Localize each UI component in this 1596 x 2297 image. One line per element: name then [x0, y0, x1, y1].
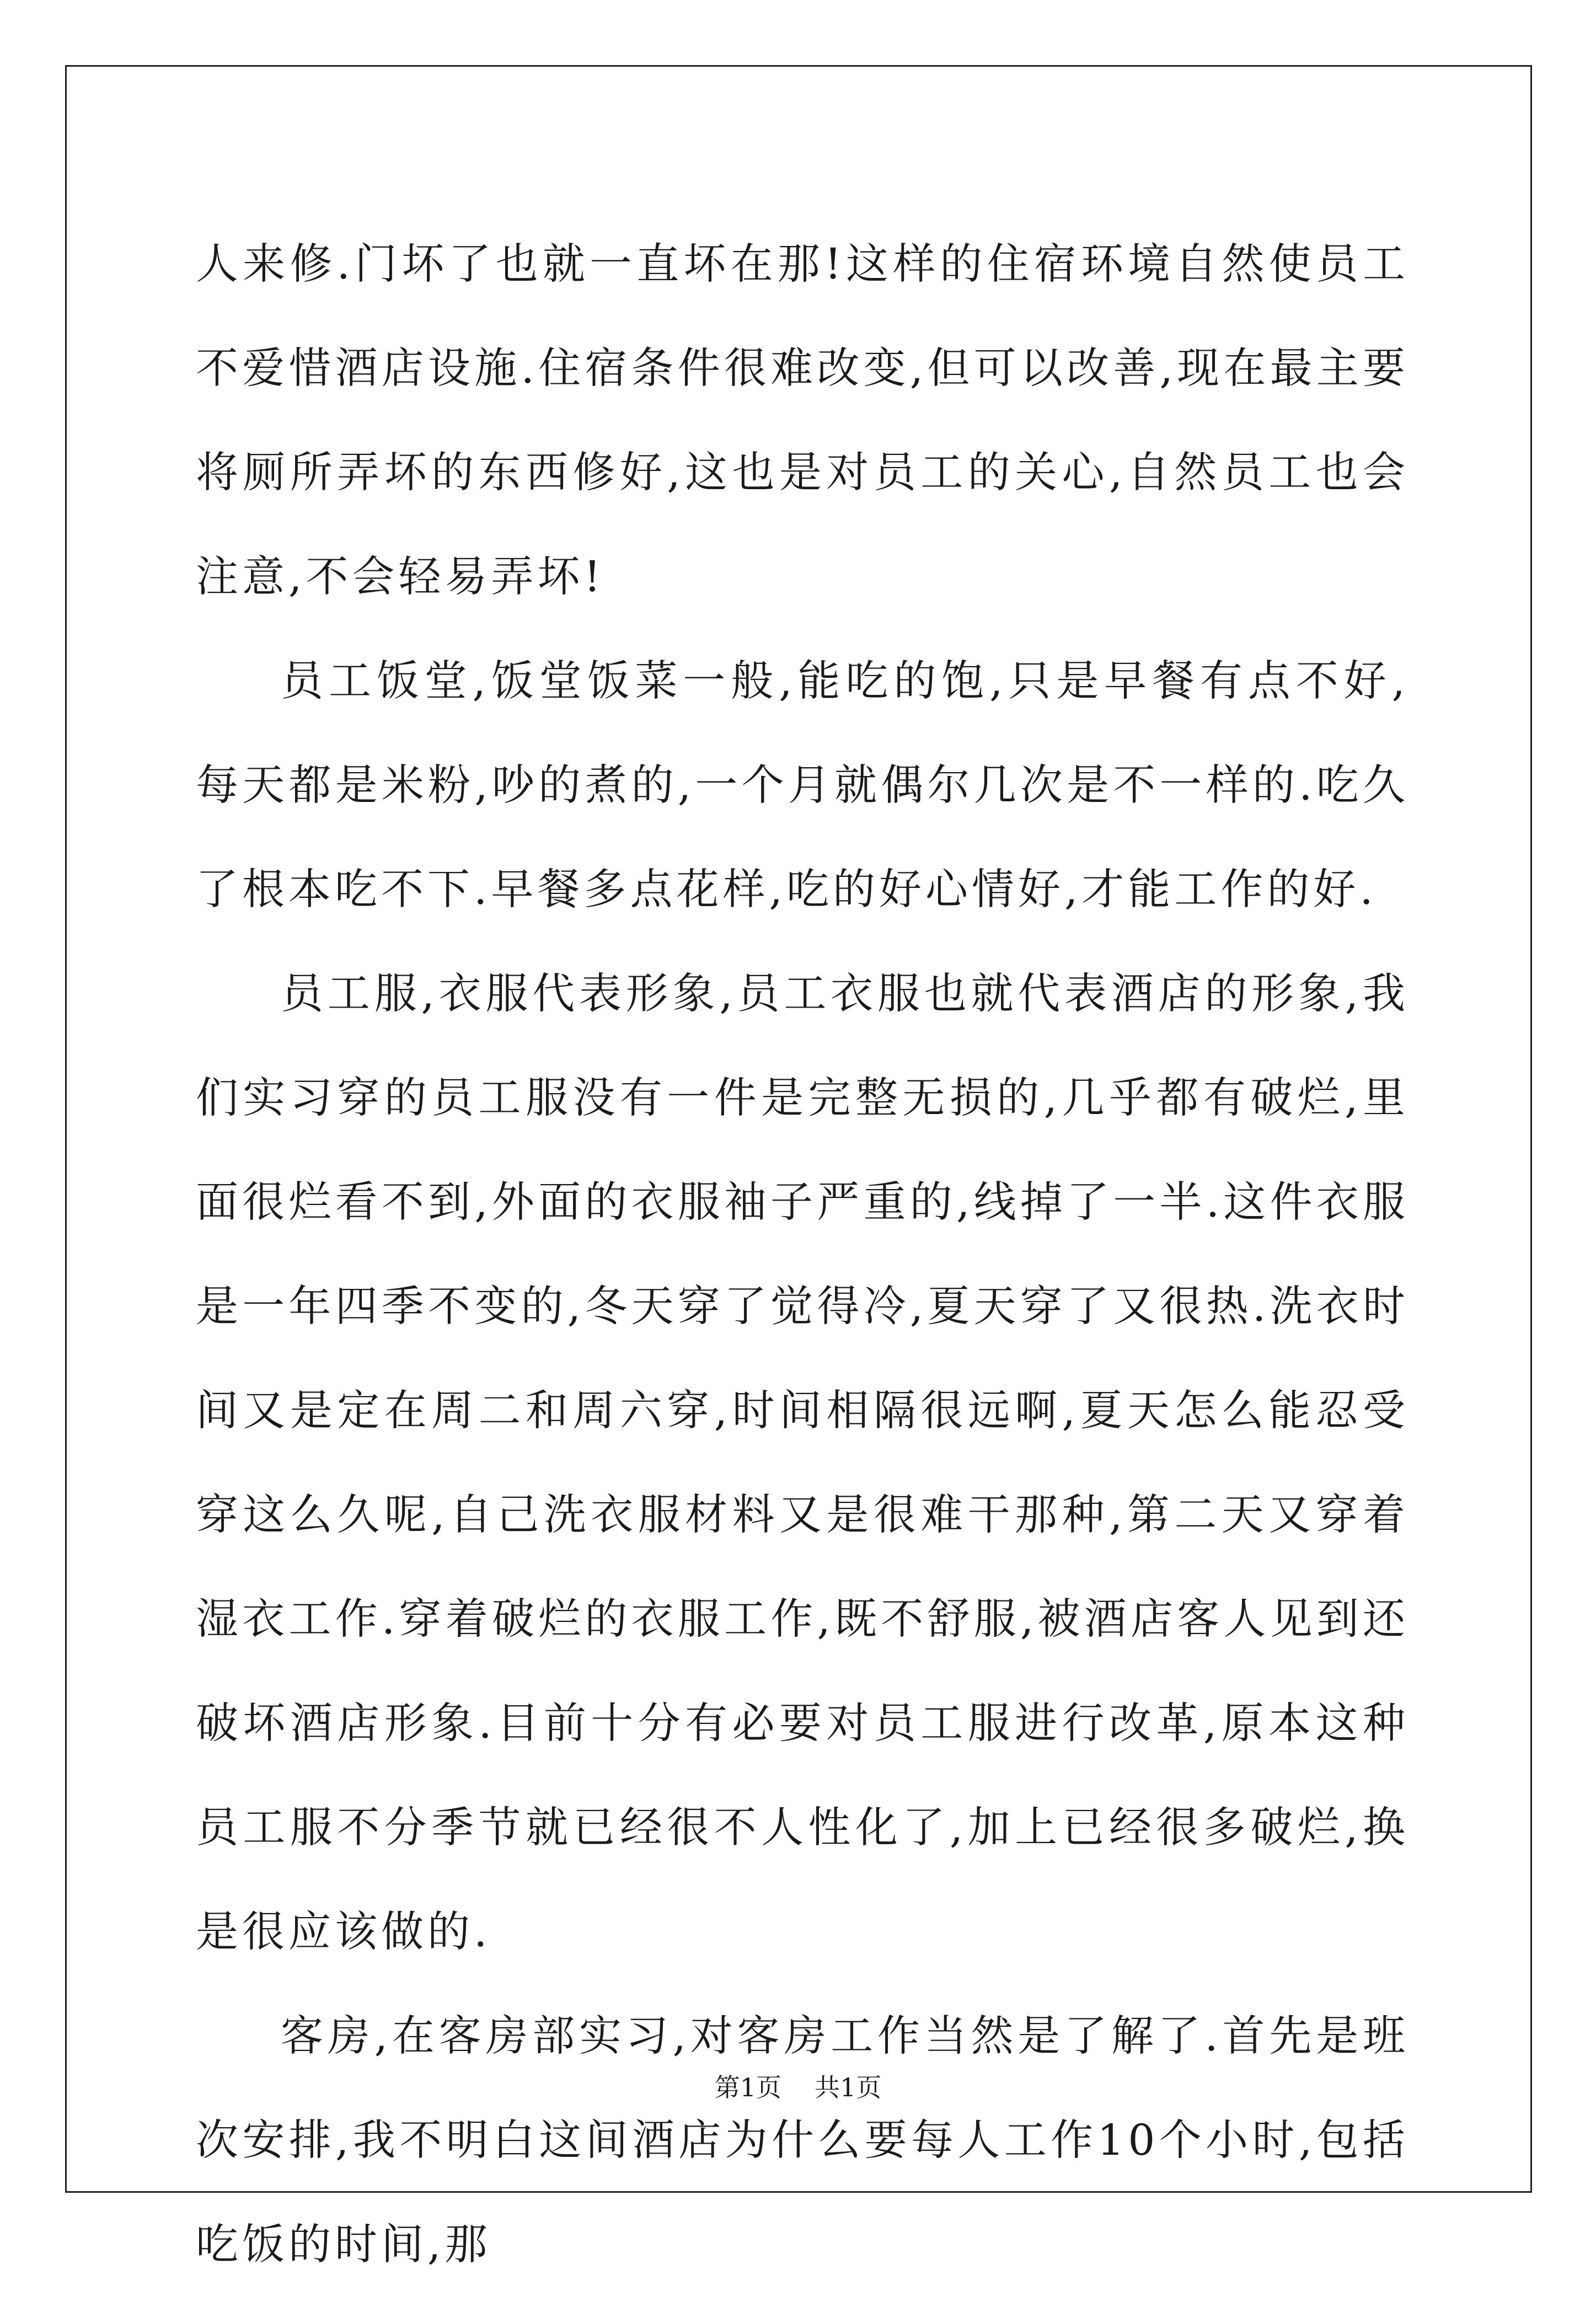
page-footer: [0, 2071, 1596, 2104]
document-body: [196, 212, 1409, 2297]
paragraph: 员工饭堂,饭堂饭菜一般,能吃的饱,只是早餐有点不好,每天都是米粉,吵的煮的,一个月就偶尔几次是不一样的.吃久了根本吃不下.早餐多点花样,吃的好心情好,才能工作的好.: [196, 657, 1409, 914]
paragraph: 客房,在客房部实习,对客房工作当然是了解了.首先是班次安排,我不明白这间酒店为什么要每人工作10个小时,包括吃饭的时间,那: [196, 2012, 1409, 2269]
paragraph: 人来修.门坏了也就一直坏在那!这样的住宿环境自然使员工不爱惜酒店设施.住宿条件很难改变,但可以改善,现在最主要将厕所弄坏的东西修好,这也是对员工的关心,自然员工也会注意,不会轻易弄坏!: [196, 240, 1409, 602]
page-number: 第1页: [714, 2073, 781, 2102]
paragraph: 员工服,衣服代表形象,员工衣服也就代表酒店的形象,我们实习穿的员工服没有一件是完整无损的,几乎都有破烂,里面很烂看不到,外面的衣服袖子严重的,线掉了一半.这件衣服是一年四季不变的,冬天穿了觉得冷,夏天穿了又很热.洗衣时间又是定在周二和周六穿,时间相隔很远啊,夏天怎么能忍受穿这么久呢,自己洗衣服材料又是很难干那种,第二天又穿着湿衣工作.穿着破烂的衣服工作,既不舒服,被酒店客人见到还破坏酒店形象.目前十分有必要对员工服进行改革,原本这种员工服不分季节就已经很不人性化了,加上已经很多破烂,换是很应该做的.: [196, 970, 1409, 1957]
page-total: 共1页: [815, 2073, 882, 2102]
